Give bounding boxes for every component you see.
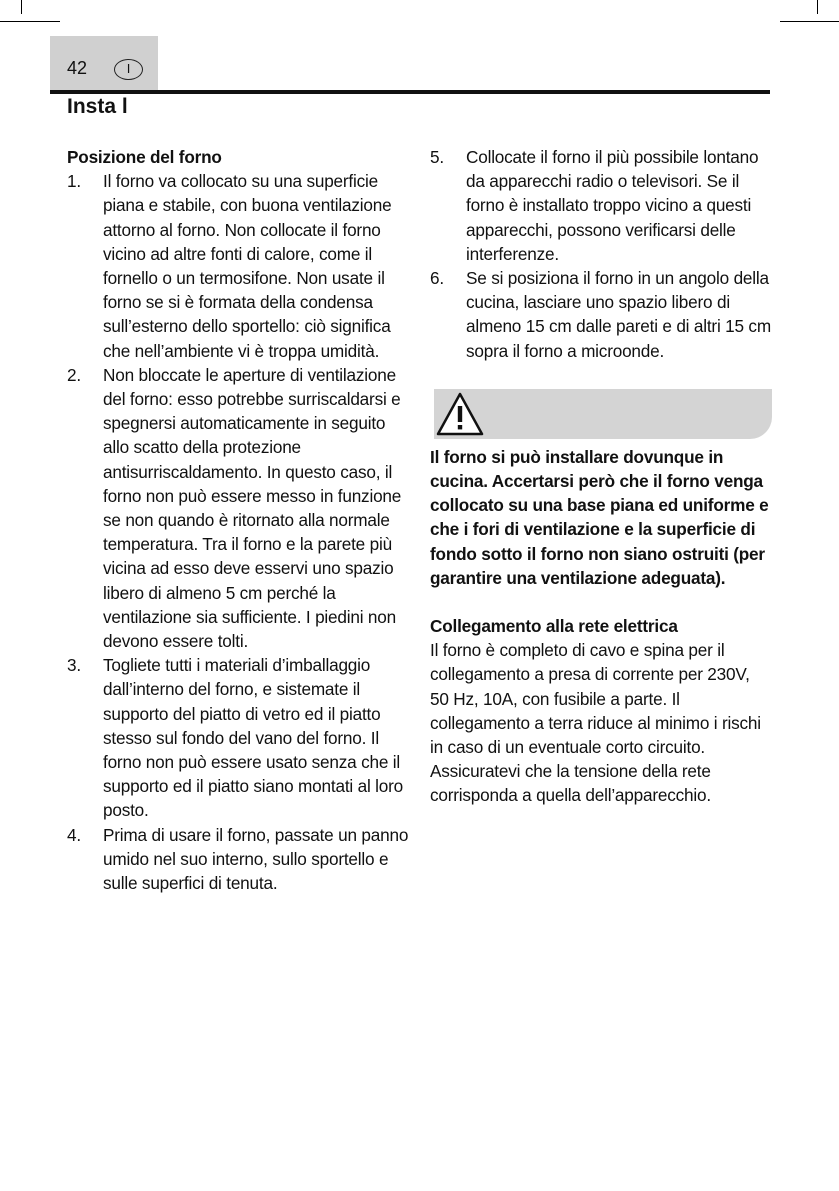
list-item-number: 1.	[67, 171, 81, 192]
list-item-number: 5.	[430, 147, 444, 167]
list-item-text: Non bloccate le aperture di ventilazione del forno: esso potrebbe surriscaldarsi e spegnersi automaticamente in seguito allo scatto della protezione antisurriscaldamento. In questo caso, il forno non può essere messo in funzione se non quando è ritornato alla normale temperatura. Tra il forno e la parete più vicina ad esso deve esservi uno spazio libero di almeno 5 cm perché la ventilazione sia sufficiente. I piedini non devono essere tolti.	[103, 364, 402, 652]
page-number: 42	[67, 58, 88, 78]
connection-text: Il forno è completo di cavo e spina per il collegamento a presa di corrente per 230V, 50 Hz, 10A, con fusibile a parte. Il collegamento a terra riduce al minimo i rischi in caso di un eventuale corto circuito. Assicuratevi che la tensione della rete corrisponda a quella dell’apparecchio.	[430, 640, 761, 806]
list-item	[67, 363, 412, 653]
crop-mark	[780, 21, 839, 22]
warning-banner	[430, 389, 772, 439]
list-item-text: Se si posiziona il forno in un angolo della cucina, lasciare uno spazio libero di almeno 15 cm dalle pareti e di altri 15 cm sopra il forno a microonde.	[466, 268, 771, 361]
section-title: Insta l	[67, 95, 128, 118]
position-heading: Posizione del forno	[67, 147, 222, 167]
list-item	[430, 266, 772, 363]
header-rule	[50, 90, 770, 94]
list-item	[67, 169, 412, 363]
list-item	[67, 653, 412, 822]
position-steps-list-continued	[430, 145, 772, 363]
list-item-text: Prima di usare il forno, passate un panno umido nel suo interno, sullo sportello e sulle superfici di tenuta.	[103, 824, 409, 894]
warning-triangle-icon	[434, 390, 486, 438]
list-item	[430, 145, 772, 266]
language-badge: I	[114, 59, 143, 80]
list-item-text: Il forno va collocato su una superficie piana e stabile, con buona ventilazione attorno al forno. Non collocate il forno vicino ad altre fonti di calore, come il fornello o un termosifone. Non usate il forno se si è formata della condensa sull’esterno dello sportello: ciò significa che nell’ambiente vi è troppa umidità.	[103, 171, 392, 361]
list-item-text: Collocate il forno il più possibile lontano da apparecchi radio o televisori. Se il forno è installato troppo vicino a questi apparecchi, possono verificarsi delle interferenze.	[466, 147, 759, 264]
position-steps-list	[67, 169, 412, 895]
warning-text: Il forno si può installare dovunque in cucina. Accertarsi però che il forno venga collocato su una base piana ed uniforme e che i fori di ventilazione e la superficie di fondo sotto il forno non siano ostruiti (per garantire una ventilazione adeguata).	[430, 446, 769, 588]
list-item	[67, 823, 412, 896]
list-item-number: 2.	[67, 364, 81, 385]
list-item-number: 3.	[67, 655, 81, 676]
crop-mark	[0, 21, 60, 22]
left-column	[67, 145, 412, 895]
list-item-number: 6.	[430, 268, 444, 289]
list-item-number: 4.	[67, 824, 81, 845]
crop-mark	[21, 0, 22, 14]
crop-mark	[817, 0, 818, 14]
list-item-text: Togliete tutti i materiali d’imballaggio dall’interno del forno, e sistemate il supporto del piatto di vetro ed il piatto stesso sul fondo del vano del forno. Il forno non può essere usato senza che il supporto ed il piatto siano montati al loro posto.	[103, 655, 404, 821]
connection-heading: Collegamento alla rete elettrica	[430, 616, 678, 637]
right-column	[430, 145, 772, 808]
